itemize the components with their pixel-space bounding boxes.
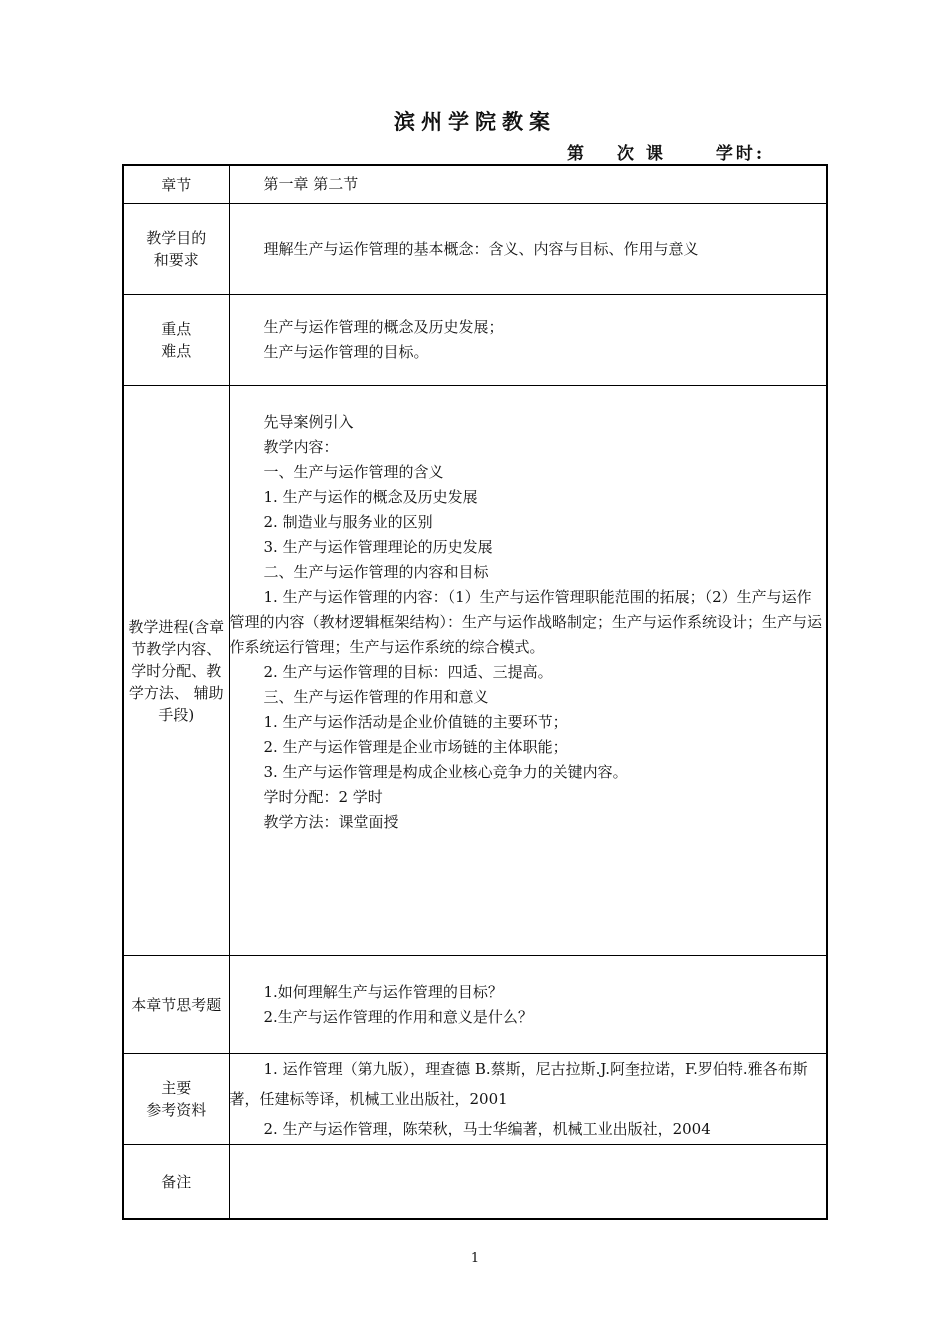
questions-label: 本章节思考题 — [123, 956, 229, 1054]
goal-row — [123, 204, 827, 295]
chapter-cell — [229, 165, 827, 204]
progress-line: 教学内容： — [263, 438, 339, 456]
progress-line: 二、生产与运作管理的内容和目标 — [263, 563, 489, 581]
goal-label — [123, 204, 229, 295]
progress-line: 3. 生产与运作管理理论的历史发展 — [263, 538, 493, 556]
progress-line: 1. 生产与运作的概念及历史发展 — [263, 488, 478, 506]
progress-line: 2. 生产与运作管理是企业市场链的主体职能； — [263, 738, 568, 756]
progress-row — [123, 386, 827, 956]
key-label-line1: 重点 — [161, 320, 192, 338]
progress-line: 教学方法：课堂面授 — [263, 813, 399, 831]
notes-cell — [229, 1145, 827, 1220]
key-point-line: 生产与运作管理的目标。 — [263, 343, 429, 361]
key-points-row — [123, 295, 827, 386]
progress-line: 三、生产与运作管理的作用和意义 — [263, 688, 489, 706]
progress-long-item: 1. 生产与运作管理的内容：（1）生产与运作管理职能范围的拓展；（2）生产与运作管理的内容（教材逻辑框架结构）：生产与运作战略制定；生产与运作系统设计；生产与运作系统运行管理；生产与运作系统的综合模式。 — [229, 588, 823, 656]
document-title: 滨州学院教案 — [394, 109, 556, 134]
notes-row — [123, 1145, 827, 1220]
chapter-label: 章节 — [123, 165, 229, 204]
question-line: 2.生产与运作管理的作用和意义是什么？ — [263, 1007, 533, 1026]
lesson-di-label: 第 — [567, 144, 587, 164]
progress-label: 教学进程(含章节教学内容、学时分配、教学方法、 辅助手段) — [123, 386, 229, 956]
key-points-cell — [229, 295, 827, 386]
lesson-plan-table — [122, 164, 828, 1220]
chapter-value: 第一章 第二节 — [263, 175, 359, 193]
progress-cell — [229, 386, 827, 956]
key-label-line2: 难点 — [161, 342, 192, 360]
notes-label: 备注 — [123, 1145, 229, 1220]
refs-label-line1: 主要 — [161, 1079, 192, 1097]
references-cell — [229, 1054, 827, 1145]
reference-item: 1. 运作管理（第九版），理查德 B.蔡斯，尼古拉斯.J.阿奎拉诺，F.罗伯特.雅各布斯著，任建标等译，机械工业出版社，2001 — [229, 1060, 808, 1108]
key-points-label — [123, 295, 229, 386]
progress-line: 1. 生产与运作活动是企业价值链的主要环节； — [263, 713, 568, 731]
lesson-ci-label: 次 课 — [617, 144, 666, 164]
references-row — [123, 1054, 827, 1145]
progress-line: 2. 制造业与服务业的区别 — [263, 513, 433, 531]
chapter-row — [123, 165, 827, 204]
progress-line: 一、生产与运作管理的含义 — [263, 463, 444, 481]
goal-label-line1: 教学目的 — [146, 229, 207, 247]
goal-cell — [229, 204, 827, 295]
progress-line: 学时分配：2 学时 — [263, 788, 383, 806]
refs-label-line2: 参考资料 — [146, 1101, 207, 1119]
reference-item: 2. 生产与运作管理，陈荣秋，马士华编著，机械工业出版社，2004 — [263, 1120, 711, 1138]
key-point-line: 生产与运作管理的概念及历史发展； — [263, 318, 504, 336]
questions-cell — [229, 956, 827, 1054]
page-number: 1 — [470, 1251, 480, 1266]
question-line: 1.如何理解生产与运作管理的目标？ — [263, 982, 503, 1001]
lesson-info — [567, 139, 765, 164]
goal-value: 理解生产与运作管理的基本概念：含义、内容与目标、作用与意义 — [263, 239, 699, 258]
progress-line: 先导案例引入 — [263, 413, 354, 431]
references-label — [123, 1054, 229, 1145]
hours-label: 学时: — [715, 144, 766, 164]
progress-line: 2. 生产与运作管理的目标：四适、三提高。 — [263, 663, 553, 681]
goal-label-line2: 和要求 — [153, 251, 199, 269]
progress-line: 3. 生产与运作管理是构成企业核心竞争力的关键内容。 — [263, 763, 628, 781]
questions-row — [123, 956, 827, 1054]
